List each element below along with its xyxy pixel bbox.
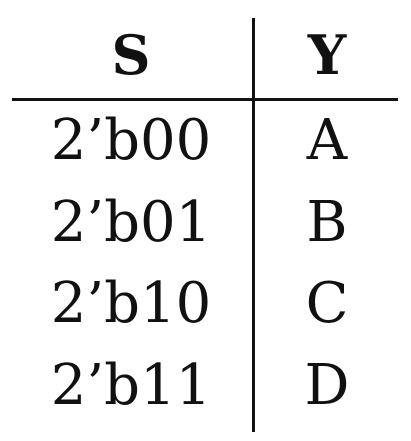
table-cell-y: C	[305, 271, 349, 336]
table-cell-y: A	[306, 108, 348, 173]
header-y: Y	[307, 23, 347, 87]
table-cell-s: 2’b11	[50, 353, 212, 418]
table-cell-y: D	[304, 353, 350, 418]
column-divider	[252, 18, 255, 432]
header-s: S	[111, 23, 151, 87]
table-cell-s: 2’b10	[50, 271, 212, 336]
table-cell-y: B	[306, 190, 348, 255]
header-divider	[12, 98, 398, 101]
table-cell-s: 2’b01	[50, 190, 212, 255]
table-cell-s: 2’b00	[50, 108, 212, 173]
